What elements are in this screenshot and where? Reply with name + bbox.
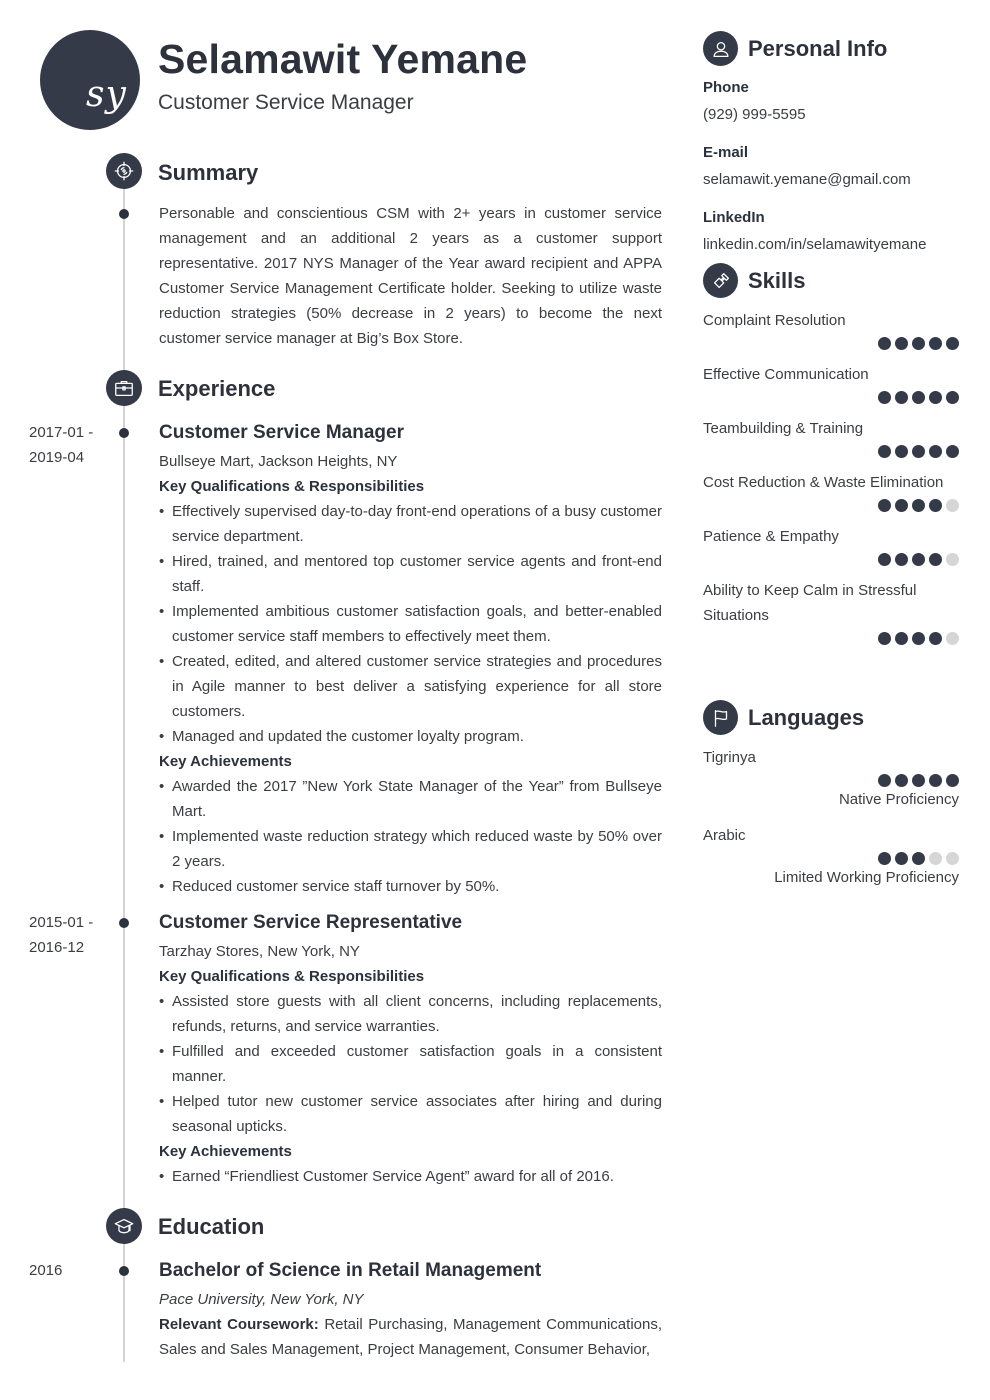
rating-dot [929,391,942,404]
skill-name: Ability to Keep Calm in Stressful Situations [703,582,917,624]
coursework-label: Relevant Coursework: [159,1316,319,1333]
rating-dot [946,499,959,512]
monogram-initials: sy [86,74,127,115]
info-label: Phone [703,79,749,96]
experience-entry [159,910,662,1189]
skills-header [703,263,805,298]
candidate-title: Customer Service Manager [158,91,414,114]
list-item: • Implemented waste reduction strategy which reduced waste by 50% over 2 years. [159,824,662,874]
rating-dot [878,774,891,787]
rating-dot [946,852,959,865]
summary-text: Personable and conscientious CSM with 2+ years in customer service management and an additional 2 years as a customer support representative. 2017 NYS Manager of the Year award recipient and APPA Customer Service Management Certificate holder. Seeking to utilize waste reduction strategies (50% decrease in 2 years) to become the next customer service manager at Big’s Box Store. [159,205,662,347]
list-item: • Reduced customer service staff turnover by 50%. [159,874,662,899]
rating-dot [878,632,891,645]
rating-dot [946,632,959,645]
job-title: Customer Service Representative [159,912,463,933]
rating-dot [895,391,908,404]
list-item: • Awarded the 2017 ”New York State Manager of the Year” from Bullseye Mart. [159,774,662,824]
timeline-dot [119,428,129,438]
skill-item [703,362,959,404]
company: Bullseye Mart, Jackson Heights, NY [159,453,398,470]
languages-list [703,745,959,901]
rating-dot [929,852,942,865]
section-title-experience: Experience [158,376,276,401]
language-proficiency: Native Proficiency [838,791,959,808]
entry-date [29,420,109,470]
section-title-languages: Languages [748,704,865,730]
rating-dots [703,774,959,787]
language-name: Tigrinya [703,749,756,766]
skill-item [703,470,959,512]
timeline-dot [119,209,129,219]
rating-dot [895,774,908,787]
rating-dot [878,499,891,512]
rating-dots [703,337,959,350]
rating-dot [929,445,942,458]
rating-dot [912,852,925,865]
list-item: • Earned “Friendliest Customer Service Agent” award for all of 2016. [159,1164,662,1189]
list-item: • Effectively supervised day-to-day front-end operations of a busy customer service department. [159,499,662,549]
rating-dot [878,337,891,350]
qualifications-list [159,989,662,1139]
rating-dot [895,553,908,566]
section-title-personal-info: Personal Info [748,35,888,61]
list-item: • Fulfilled and exceeded customer satisfaction goals in a consistent manner. [159,1039,662,1089]
section-title-education: Education [158,1214,265,1239]
skill-name: Complaint Resolution [703,312,846,329]
achievements-list [159,1164,662,1189]
language-name: Arabic [703,827,746,844]
skill-item [703,524,959,566]
section-title-summary: Summary [158,160,259,185]
school: Pace University, New York, NY [159,1291,364,1308]
timeline-line [123,172,125,1362]
date-end: 2016-12 [29,939,85,956]
timeline-dot [119,918,129,928]
info-email [703,143,959,190]
rating-dot [912,499,925,512]
skill-item [703,308,959,350]
coursework-list: Retail Purchasing, Management Communications, Sales and Sales Management, Project Management, Consumer Behavior, [159,1316,662,1358]
rating-dot [912,774,925,787]
info-label: LinkedIn [703,209,765,226]
coursework [159,1312,662,1362]
skill-item [703,416,959,458]
languages-header [703,700,864,735]
info-label: E-mail [703,144,749,161]
briefcase-icon [106,370,142,406]
graduation-cap-icon [106,1208,142,1244]
experience-entry [159,420,662,899]
skills-list [703,308,959,657]
rating-dot [912,391,925,404]
rating-dots [703,852,959,865]
achievements-heading: Key Achievements [159,1143,292,1160]
language-proficiency: Limited Working Proficiency [774,869,959,886]
info-phone [703,78,959,125]
language-item [703,823,959,889]
rating-dot [929,553,942,566]
rating-dot [912,445,925,458]
list-item: • Helped tutor new customer service associates after hiring and during seasonal upticks. [159,1089,662,1139]
rating-dots [703,391,959,404]
rating-dot [878,553,891,566]
rating-dot [895,632,908,645]
list-item: • Managed and updated the customer loyalty program. [159,724,662,749]
target-icon [106,153,142,189]
section-title-skills: Skills [748,267,806,293]
entry-date: 2016 [29,1262,63,1279]
qualifications-list [159,499,662,749]
rating-dot [895,852,908,865]
rating-dot [912,632,925,645]
rating-dot [946,774,959,787]
rating-dot [946,445,959,458]
achievements-heading: Key Achievements [159,753,292,770]
candidate-name: Selamawit Yemane [158,36,528,82]
list-item: • Created, edited, and altered customer service strategies and procedures in Agile manner to best deliver a satisfying experience for all store customers. [159,649,662,724]
date-start: 2017-01 - [29,424,94,441]
rating-dot [878,445,891,458]
timeline-dot [119,1266,129,1276]
achievements-list [159,774,662,899]
rating-dot [912,337,925,350]
date-start: 2015-01 - [29,914,94,931]
personal-info-list [703,78,959,273]
rating-dot [878,852,891,865]
date-end: 2019-04 [29,449,85,466]
rating-dot [895,499,908,512]
language-item [703,745,959,811]
company: Tarzhay Stores, New York, NY [159,943,360,960]
rating-dot [895,445,908,458]
rating-dot [912,553,925,566]
rating-dot [946,553,959,566]
user-icon [703,31,738,66]
rating-dots [703,499,959,512]
avatar-monogram [40,30,140,130]
rating-dots [703,632,959,645]
puzzle-icon [703,263,738,298]
list-item: • Assisted store guests with all client concerns, including replacements, refunds, returns, and service warranties. [159,989,662,1039]
flag-icon [703,700,738,735]
skill-name: Cost Reduction & Waste Elimination [703,474,944,491]
rating-dots [703,445,959,458]
rating-dot [929,632,942,645]
skill-name: Effective Communication [703,366,869,383]
rating-dot [895,337,908,350]
skill-name: Teambuilding & Training [703,420,864,437]
education-entry [159,1258,662,1362]
rating-dot [929,774,942,787]
rating-dot [929,337,942,350]
email-link[interactable]: selamawit.yemane@gmail.com [703,171,911,188]
rating-dots [703,553,959,566]
list-item: • Hired, trained, and mentored top customer service agents and front-end staff. [159,549,662,599]
degree: Bachelor of Science in Retail Management [159,1260,542,1281]
info-linkedin [703,208,959,255]
qualifications-heading: Key Qualifications & Responsibilities [159,478,425,495]
rating-dot [946,337,959,350]
rating-dot [946,391,959,404]
phone-value[interactable]: (929) 999-5595 [703,106,806,123]
skill-name: Patience & Empathy [703,528,839,545]
entry-date [29,910,109,960]
rating-dot [929,499,942,512]
skill-item [703,578,959,645]
personal-info-header [703,31,887,66]
job-title: Customer Service Manager [159,422,404,443]
linkedin-link[interactable]: linkedin.com/in/selamawityemane [703,236,927,253]
rating-dot [878,391,891,404]
qualifications-heading: Key Qualifications & Responsibilities [159,968,425,985]
list-item: • Implemented ambitious customer satisfaction goals, and better-enabled customer service staff members to effectively meet them. [159,599,662,649]
